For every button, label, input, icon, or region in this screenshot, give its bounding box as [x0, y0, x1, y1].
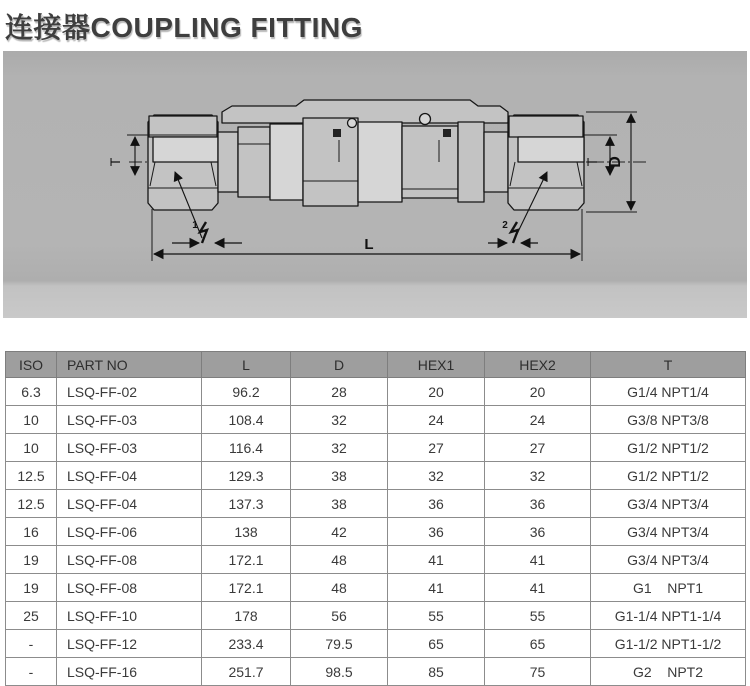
- table-cell-l: 138: [202, 518, 291, 546]
- table-row: [6, 630, 746, 658]
- table-cell-d: 42: [291, 518, 388, 546]
- table-cell-partno: LSQ-FF-04: [57, 490, 202, 518]
- table-cell-hex1: 36: [388, 518, 485, 546]
- table-cell-t: G3/8 NPT3/8: [591, 406, 746, 434]
- table-row: [6, 546, 746, 574]
- table-cell-hex2: 41: [485, 546, 591, 574]
- table-cell-d: 28: [291, 378, 388, 406]
- column-header-iso: ISO: [6, 352, 57, 378]
- table-cell-t: G1-1/2 NPT1-1/2: [591, 630, 746, 658]
- dim-label-l: L: [364, 236, 374, 253]
- dim-label-d: D: [607, 156, 624, 168]
- column-header-partno: PART NO: [57, 352, 202, 378]
- table-cell-hex1: 20: [388, 378, 485, 406]
- table-cell-hex1: 65: [388, 630, 485, 658]
- table-cell-hex2: 36: [485, 490, 591, 518]
- column-header-l: L: [202, 352, 291, 378]
- table-cell-l: 137.3: [202, 490, 291, 518]
- dim-label-t-left: T: [107, 157, 123, 167]
- left-neck: [218, 132, 238, 192]
- table-cell-l: 233.4: [202, 630, 291, 658]
- right-neck: [484, 132, 508, 192]
- dimension-l: [152, 209, 582, 261]
- table-cell-iso: -: [6, 630, 57, 658]
- coupling-spec-table: [5, 351, 746, 686]
- page-title: 连接器COUPLING FITTING: [5, 12, 363, 43]
- table-cell-l: 172.1: [202, 546, 291, 574]
- table-cell-l: 96.2: [202, 378, 291, 406]
- table-row: [6, 574, 746, 602]
- technical-drawing-panel: [3, 51, 747, 318]
- table-cell-hex1: 85: [388, 658, 485, 686]
- table-cell-hex1: 32: [388, 462, 485, 490]
- table-cell-partno: LSQ-FF-10: [57, 602, 202, 630]
- table-cell-hex2: 55: [485, 602, 591, 630]
- outer-sleeve-section: [222, 100, 508, 123]
- middle-sleeve: [303, 118, 358, 206]
- table-cell-d: 48: [291, 574, 388, 602]
- left-hex-nut: [148, 115, 218, 210]
- table-cell-l: 172.1: [202, 574, 291, 602]
- table-cell-hex1: 55: [388, 602, 485, 630]
- table-cell-partno: LSQ-FF-08: [57, 546, 202, 574]
- table-cell-partno: LSQ-FF-03: [57, 406, 202, 434]
- table-cell-iso: 10: [6, 434, 57, 462]
- table-cell-t: G1/2 NPT1/2: [591, 462, 746, 490]
- table-cell-hex2: 27: [485, 434, 591, 462]
- table-cell-hex1: 36: [388, 490, 485, 518]
- right-collar: [458, 122, 484, 202]
- table-cell-partno: LSQ-FF-06: [57, 518, 202, 546]
- table-cell-iso: 19: [6, 574, 57, 602]
- table-cell-t: G1/4 NPT1/4: [591, 378, 746, 406]
- table-cell-iso: 12.5: [6, 462, 57, 490]
- column-header-t: T: [591, 352, 746, 378]
- table-row: [6, 462, 746, 490]
- table-cell-partno: LSQ-FF-12: [57, 630, 202, 658]
- table-cell-l: 108.4: [202, 406, 291, 434]
- table-body: [6, 378, 746, 686]
- table-cell-hex2: 24: [485, 406, 591, 434]
- table-cell-hex2: 36: [485, 518, 591, 546]
- table-row: [6, 434, 746, 462]
- table-row: [6, 406, 746, 434]
- table-cell-partno: LSQ-FF-03: [57, 434, 202, 462]
- column-header-hex2: HEX2: [485, 352, 591, 378]
- table-cell-hex2: 65: [485, 630, 591, 658]
- table-header-row: [6, 352, 746, 378]
- table-cell-d: 32: [291, 406, 388, 434]
- table-row: [6, 602, 746, 630]
- table-cell-hex1: 24: [388, 406, 485, 434]
- table-cell-d: 38: [291, 462, 388, 490]
- right-hex-nut: [508, 115, 584, 210]
- table-cell-t: G3/4 NPT3/4: [591, 546, 746, 574]
- dim-label-t-right: T: [584, 157, 600, 167]
- column-header-hex1: HEX1: [388, 352, 485, 378]
- table-cell-l: 178: [202, 602, 291, 630]
- table-cell-t: G3/4 NPT3/4: [591, 518, 746, 546]
- column-header-d: D: [291, 352, 388, 378]
- table-cell-t: G1 NPT1: [591, 574, 746, 602]
- table-cell-l: 251.7: [202, 658, 291, 686]
- table-cell-hex2: 20: [485, 378, 591, 406]
- table-cell-l: 116.4: [202, 434, 291, 462]
- table-cell-partno: LSQ-FF-16: [57, 658, 202, 686]
- table-cell-iso: 19: [6, 546, 57, 574]
- table-cell-d: 48: [291, 546, 388, 574]
- table-cell-hex2: 75: [485, 658, 591, 686]
- table-cell-hex1: 27: [388, 434, 485, 462]
- table-cell-t: G3/4 NPT3/4: [591, 490, 746, 518]
- table-cell-t: G1-1/4 NPT1-1/4: [591, 602, 746, 630]
- table-cell-d: 38: [291, 490, 388, 518]
- table-cell-partno: LSQ-FF-08: [57, 574, 202, 602]
- leader-2-label: 2: [502, 220, 508, 231]
- table-cell-l: 129.3: [202, 462, 291, 490]
- left-adapter: [238, 127, 270, 197]
- dimension-t-right: [584, 135, 617, 175]
- table-cell-partno: LSQ-FF-04: [57, 462, 202, 490]
- table-row: [6, 490, 746, 518]
- table-cell-partno: LSQ-FF-02: [57, 378, 202, 406]
- table-cell-iso: 25: [6, 602, 57, 630]
- table-cell-t: G1/2 NPT1/2: [591, 434, 746, 462]
- knurled-sleeve-center: [358, 122, 402, 202]
- table-row: [6, 518, 746, 546]
- coupling-section-drawing: [3, 51, 747, 318]
- table-cell-iso: 12.5: [6, 490, 57, 518]
- table-cell-iso: 16: [6, 518, 57, 546]
- table-cell-hex1: 41: [388, 546, 485, 574]
- table-cell-iso: 10: [6, 406, 57, 434]
- table-cell-d: 79.5: [291, 630, 388, 658]
- table-cell-d: 98.5: [291, 658, 388, 686]
- table-cell-d: 56: [291, 602, 388, 630]
- table-cell-t: G2 NPT2: [591, 658, 746, 686]
- table-row: [6, 658, 746, 686]
- table-cell-d: 32: [291, 434, 388, 462]
- table-cell-hex2: 41: [485, 574, 591, 602]
- table-cell-iso: 6.3: [6, 378, 57, 406]
- knurled-ring-left: [270, 124, 303, 200]
- table-row: [6, 378, 746, 406]
- table-cell-iso: -: [6, 658, 57, 686]
- leader-1-label: 1: [192, 220, 198, 231]
- table-cell-hex2: 32: [485, 462, 591, 490]
- table-cell-hex1: 41: [388, 574, 485, 602]
